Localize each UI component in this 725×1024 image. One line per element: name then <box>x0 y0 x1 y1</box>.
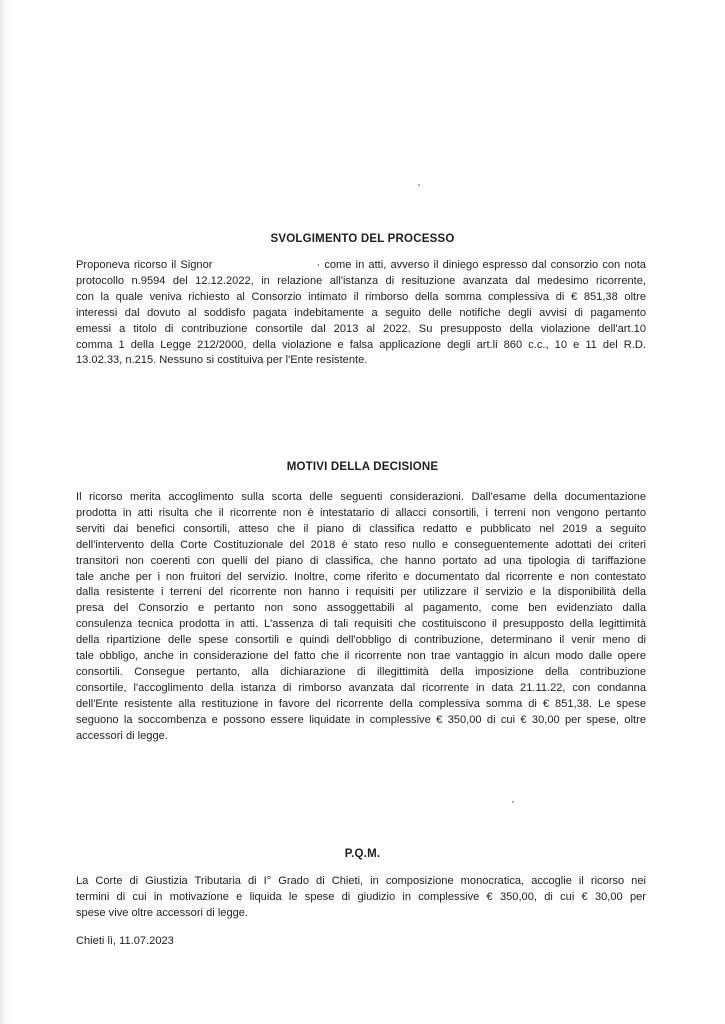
text-line: consulenza tecnica prodotta in atti. L'assenza di tali requisiti che costituiscono il presupposto della legittimità <box>76 618 646 631</box>
section-title-motivi: MOTIVI DELLA DECISIONE <box>286 461 439 473</box>
text-line: La Corte di Giustizia Tributaria di I° Grado di Chieti, in composizione monocratica, accoglie il ricorso nei <box>76 875 646 887</box>
text-line: accessori di legge. <box>76 729 168 742</box>
scan-speck <box>512 801 514 803</box>
text-line: consortili. Consegue pertanto, alla dichiarazione di illegittimità della imposizione della contribuzione <box>76 665 646 678</box>
paragraph-pqm <box>76 874 646 922</box>
text-line: presa del Consorzio e pertanto non sono assoggettabili al pagamento, come ben evidenziato dalla <box>76 602 646 615</box>
text-line: 13.02.33, n.215. Nessuno si costituiva per l'Ente resistente. <box>76 354 368 367</box>
text-line: serviti dai benefici consortili, atteso che il piano di classifica redatto e pubblicato nel 2019 a seguito <box>76 522 646 535</box>
text-line: consortile, l'accoglimento della istanza di rimborso avanzata dal ricorrente in data 21.11.22, con condanna <box>76 681 646 694</box>
text-line: dalla resistente i terreni del ricorrente non hanno i requisiti per utilizzare il servizio e la disponibilità della <box>76 586 646 599</box>
text-line: Proponeva ricorso il Signor · come in atti, avverso il diniego espresso dal consorzio con nota <box>76 259 646 271</box>
text-line: seguono la soccombenza e possono essere liquidate in complessive € 350,00 di cui € 30,00 per spese, oltre <box>76 713 646 726</box>
text-line: termini di cui in motivazione e liquida le spese di giudizio in complessive € 350,00, di cui € 30,00 per <box>76 890 646 903</box>
text-line: tale obbligo, anche in considerazione del fatto che il ricorrente non trae vantaggio in alcun modo dalle opere <box>76 650 646 663</box>
scan-speck <box>418 184 420 186</box>
text-line: con la quale veniva richiesto al Consorzio intimato il rimborso della somma complessiva di € 851,38 oltre <box>76 290 646 303</box>
text-line: della ripartizione delle spese consortili e quindi dell'obbligo di contribuzione, determinano il venir meno di <box>76 634 646 647</box>
text-line: prodotta in atti risulta che il ricorrente non è intestatario di allacci consortili, i terreni non vengono pertanto <box>76 506 646 519</box>
text-line: Il ricorso merita accoglimento sulla scorta delle seguenti considerazioni. Dall'esame della documentazione <box>76 491 646 503</box>
place-date: Chieti lì, 11.07.2023 <box>76 935 174 947</box>
text-line: emessi a titolo di contribuzione consortile dal 2013 al 2022. Su presupposto della violazione dell'art.10 <box>76 322 646 335</box>
text-line: spese vive oltre accessori di legge. <box>76 906 249 919</box>
section-title-svolgimento: SVOLGIMENTO DEL PROCESSO <box>270 233 455 245</box>
text-line: dell'intervento della Corte Costituzionale del 2018 è stato reso nullo e conseguentemente adottati dei criteri <box>76 538 646 551</box>
text-line: protocollo n.9594 del 12.12.2022, in relazione all'istanza di resituzione avanzata dal medesimo ricorrente, <box>76 274 646 287</box>
paragraph-svolgimento <box>76 258 646 369</box>
text-line: interessi dal dovuto al soddisfo pagata indebitamente a seguito delle notifiche degli avvisi di pagamento <box>76 306 646 319</box>
text-line: tale anche per i non fruitori del servizio. Inoltre, come riferito e documentato dal ricorrente e non contestato <box>76 570 646 583</box>
paragraph-motivi <box>76 490 646 745</box>
text-line: transitori non coerenti con quelli del piano di classifica, che hanno portato ad una tipologia di tariffazione <box>76 554 646 567</box>
section-title-pqm: P.Q.M. <box>344 848 381 860</box>
text-line: dell'Ente resistente alla restituzione in favore del ricorrente della complessiva somma di € 851,38. Le spese <box>76 697 646 710</box>
text-line: comma 1 della Legge 212/2000, della violazione e falsa applicazione degli art.li 860 c.c., 10 e 11 del R.D. <box>76 338 646 351</box>
